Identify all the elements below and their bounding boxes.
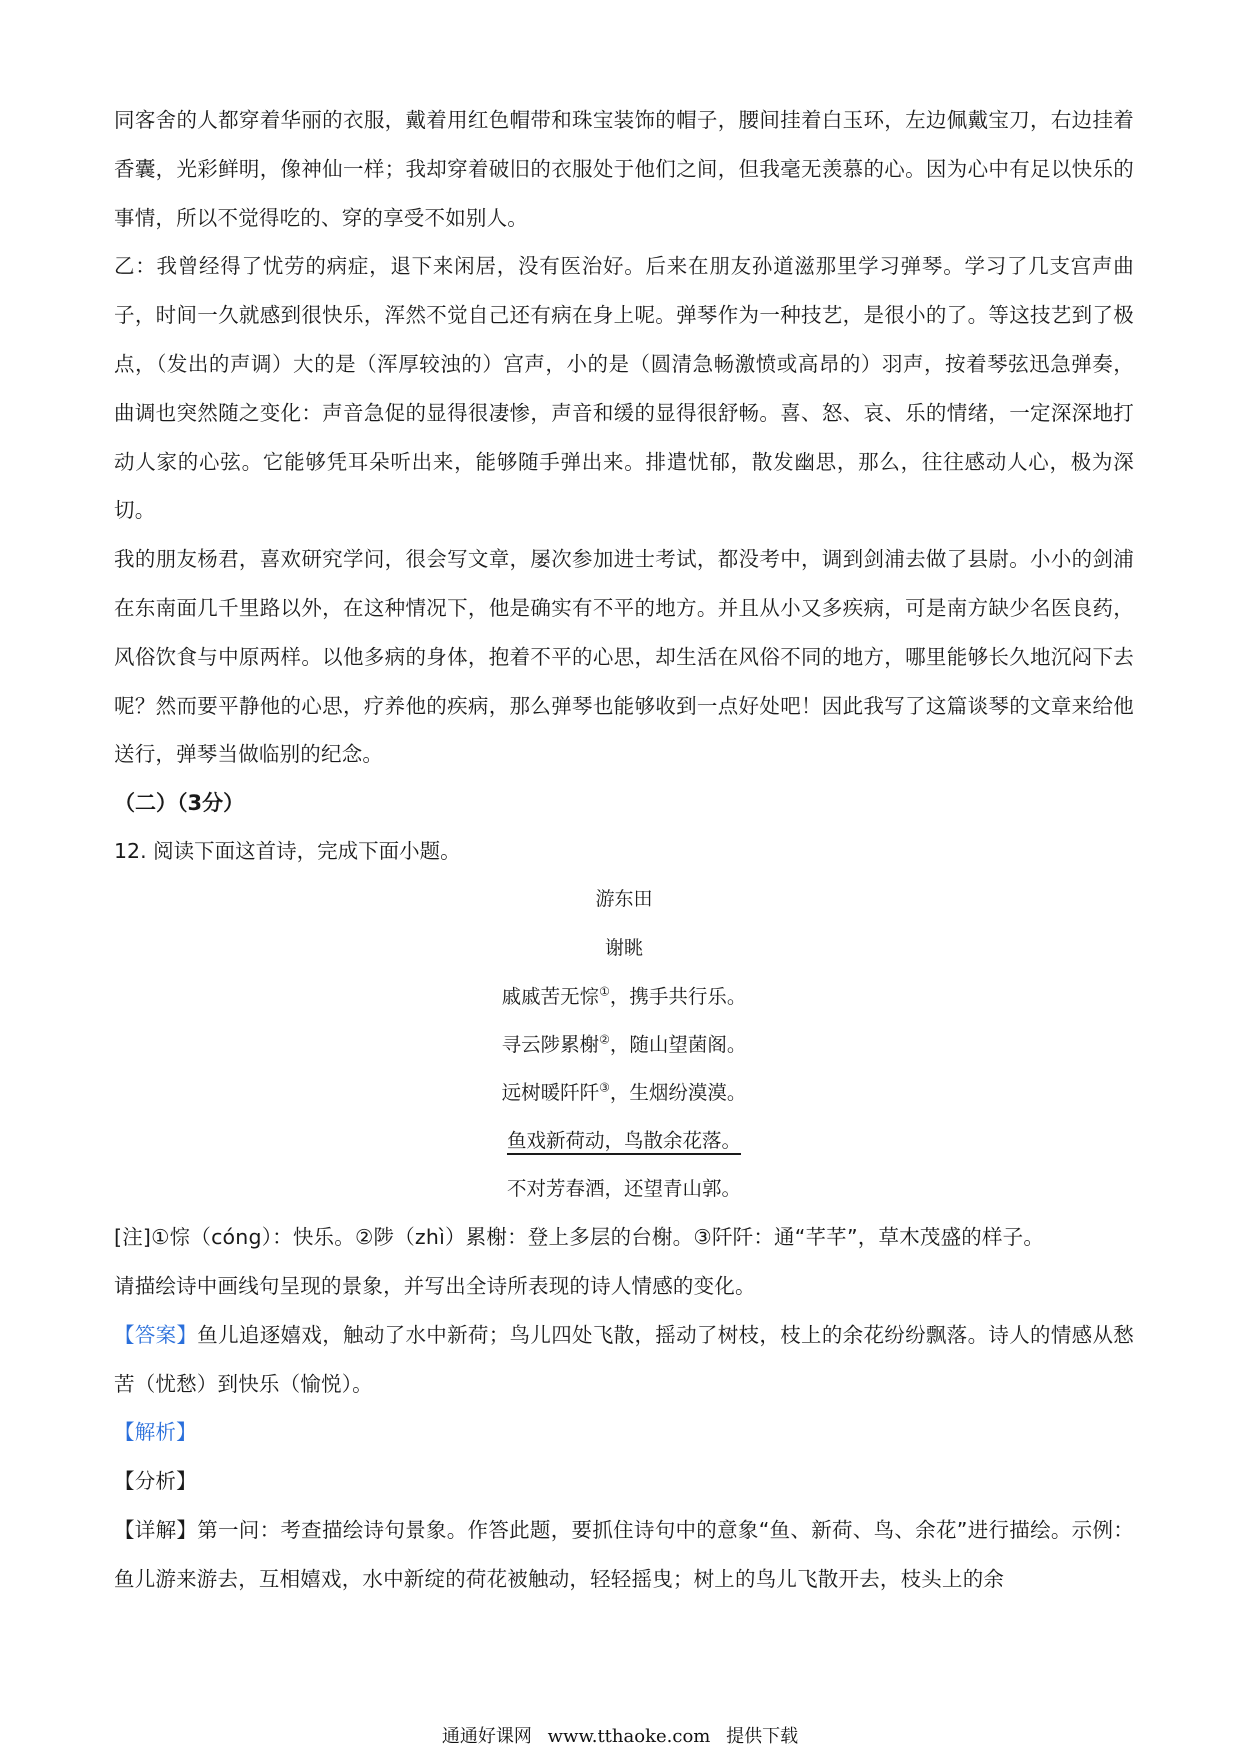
detail-text: 第一问：考查描绘诗句景象。作答此题，要抓住诗句中的意象“鱼、新荷、鸟、余花”进行描绘。示例：鱼儿游来游去，互相嬉戏，水中新绽的荷花被触动，轻轻摇曳；树上的鸟儿飞散开去，枝头上的余: [114, 1517, 1134, 1591]
question-prompt: 12. 阅读下面这首诗，完成下面小题。: [114, 839, 461, 864]
underlined-poem-line: 鱼戏新荷动，鸟散余花落。: [506, 1129, 741, 1153]
poem-line-text: 远树暖阡阡: [501, 1081, 600, 1105]
answer-block: [114, 1311, 1134, 1409]
section-heading: （二）（3分）: [114, 791, 245, 816]
poem-note: [注]①悰（cóng）：快乐。②陟（zhì）累榭：登上多层的台榭。③阡阡：通“芊芊”，草木茂盛的样子。: [114, 1225, 1045, 1250]
answer-label: 【答案】: [114, 1322, 198, 1347]
poem: [114, 875, 1134, 1213]
task-prompt: 请描绘诗中画线句呈现的景象，并写出全诗所表现的诗人情感的变化。: [114, 1273, 756, 1298]
passage-paragraph-3: 我的朋友杨君，喜欢研究学问，很会写文章，屡次参加进士考试，都没考中，调到剑浦去做了县尉。小小的剑浦在东南面几千里路以外，在这种情况下，他是确实有不平的地方。并且从小又多疾病，可是南方缺少名医良药，风俗饮食与中原两样。以他多病的身体，抱着不平的心思，却生活在风俗不同的地方，哪里能够长久地沉闷下去呢？然而要平静他的心思，疗养他的疾病，那么弹琴也能够收到一点好处吧！因此我写了这篇谈琴的文章来给他送行，弹琴当做临别的纪念。: [114, 547, 1134, 767]
poem-author: 谢眺: [604, 937, 643, 960]
footnote-marker: ①: [599, 984, 610, 999]
poem-line-rest: ，生烟纷漠漠。: [609, 1081, 747, 1105]
passage-paragraph-2: 乙：我曾经得了忧劳的病症，退下来闲居，没有医治好。后来在朋友孙道滋那里学习弹琴。学习了几支宫声曲子，时间一久就感到很快乐，浑然不觉自己还有病在身上呢。弹琴作为一种技艺，是很小的了。等这技艺到了极点，（发出的声调）大的是（浑厚较浊的）宫声，小的是（圆清急畅激愤或高昂的）羽声，按着琴弦迅急弹奏，曲调也突然随之变化：声音急促的显得很凄惨，声音和缓的显得很舒畅。喜、怒、哀、乐的情绪，一定深深地打动人家的心弦。它能够凭耳朵听出来，能够随手弹出来。排遣忧郁，散发幽思，那么，往往感动人心，极为深切。: [114, 254, 1134, 523]
poem-line-text: 戚戚苦无悰: [501, 985, 600, 1009]
poem-line-5: [114, 1165, 1134, 1213]
footer-url[interactable]: www.tthaoke.com: [547, 1726, 711, 1747]
poem-line-3: [114, 1069, 1134, 1117]
poem-line-4-underlined: [114, 1117, 1134, 1165]
poem-line-2: [114, 1021, 1134, 1069]
page-footer: [0, 1722, 1240, 1748]
passage-paragraph-1: 同客舍的人都穿着华丽的衣服，戴着用红色帽带和珠宝装饰的帽子，腰间挂着白玉环，左边佩戴宝刀，右边挂着香囊，光彩鲜明，像神仙一样；我却穿着破旧的衣服处于他们之间，但我毫无羡慕的心。因为心中有足以快乐的事情，所以不觉得吃的、穿的享受不如别人。: [114, 108, 1134, 230]
detail-label: 【详解】: [114, 1517, 198, 1542]
detail-block: [114, 1506, 1134, 1604]
poem-line-1: [114, 973, 1134, 1021]
analysis-label: 【解析】: [114, 1420, 197, 1445]
footnote-marker: ③: [599, 1080, 610, 1095]
poem-title: 游东田: [595, 888, 653, 911]
footer-suffix: 提供下载: [726, 1726, 799, 1747]
poem-line-text: 不对芳春酒，还望青山郭。: [506, 1177, 741, 1201]
poem-line-text: 寻云陟累榭: [501, 1033, 600, 1057]
poem-line-rest: ，携手共行乐。: [609, 985, 747, 1009]
document-body: [114, 96, 1134, 1604]
answer-text: 鱼儿追逐嬉戏，触动了水中新荷；鸟儿四处飞散，摇动了树枝，枝上的余花纷纷飘落。诗人的情感从愁苦（忧愁）到快乐（愉悦）。: [114, 1322, 1134, 1396]
fenxi-label: 【分析】: [114, 1469, 197, 1494]
footnote-marker: ②: [599, 1032, 610, 1047]
footer-site-name: 通通好课网: [441, 1726, 532, 1747]
poem-line-rest: ，随山望菌阁。: [609, 1033, 747, 1057]
